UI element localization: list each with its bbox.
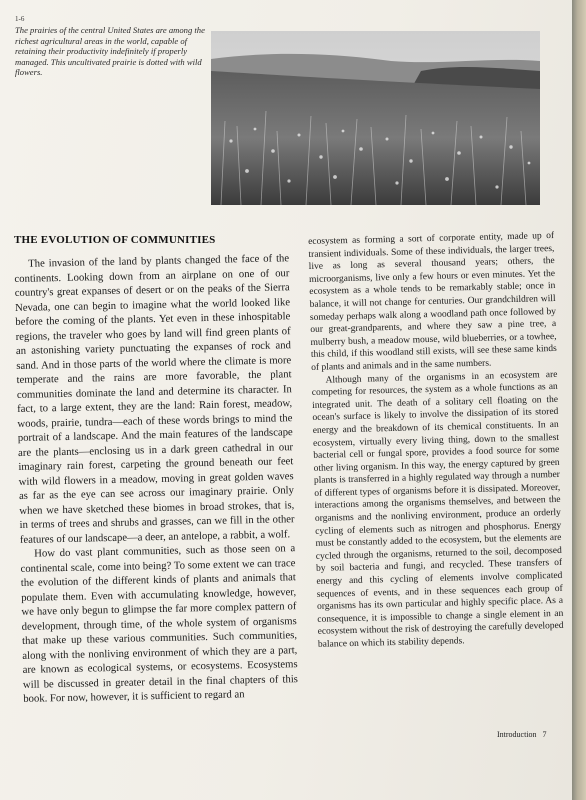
running-footer-title: Introduction: [497, 730, 537, 739]
figure-number: 1-6: [15, 15, 25, 23]
paragraph: Although many of the organisms in an ecosystem are competing for resources, the system as a whole functions as an integrated unit. The death of a solitary cell floating on the ocean's surface is likely to involve the dissipation of its stored energy and the breakdown of its chemical constituents. In an ecosystem, virtually every living thing, down to the smallest bacterial cell or fungal spore, provides a food source for some other living organism. In this way, the energy captured by green plants is transferred in a highly regulated way through a number of different types of organisms before it is dissipated. Moreover, interactions among the organisms themselves, and between the organisms and the nonliving environment, produce an orderly cycling of elements such as nitrogen and phosphorus. Energy must be constantly added to the ecosystem, but the elements are cycled through the organisms, returned to the soil, decomposed by soil bacteria and fungi, and recycled. These transfers of energy and this cycling of elements involve complicated sequences of events, and in these sequences each group of organisms has its own particular and highly specific place. As a consequence, it is impossible to change a single element in an ecosystem without the risk of destroying the carefully developed balance on which its stability depends.: [311, 369, 564, 650]
figure-caption: The prairies of the central United States are among the richest agricultural areas in the world, capable of retaining their productivity indefinitely if properly managed. This uncultivated prairie is dotted with wild flowers.: [15, 25, 205, 78]
right-column: [308, 230, 564, 651]
paragraph: The invasion of the land by plants changed the face of the continents. Looking down from an airplane on one of our country's great expanses of desert or on the peaks of the Sierra Nevada, one can begin to imagine what the world looked like before the coming of the plants. Yet even in these inhospitable regions, the traveler who goes by land will find green plants of an astonishing variety punctuating the expanses of rock and sand. And in those parts of the world where the climate is more temperate and the rains are more favorable, the plant communities dominate the land and determine its character. In fact, to a large extent, they are the land: Rain forest, meadow, woods, prairie, tundra—each of these words brings to mind the portrait of a landscape. And the main features of the landscape are the plants—enclosing us in a dark green cathedral in our imaginary rain forest, carpeting the ground beneath our feet with wild flowers in a meadow, moving in great golden waves as far as the eye can see across our imaginary prairie. Only when we have sketched these biomes in broad strokes, that is, in terms of trees and shrubs and grasses, can we fill in the other features of our landscape—a deer, an antelope, a rabbit, a wolf.: [14, 252, 295, 546]
page-edge: [572, 0, 586, 800]
prairie-photo: [211, 31, 540, 205]
left-column: [14, 251, 298, 706]
paragraph: ecosystem as forming a sort of corporate entity, made up of transient individuals. Some of these individuals, the larger trees, live as long as several thousand years; others, the microorganisms, live only a few hours or even minutes. Yet the ecosystem as a whole tends to be remarkably stable; once in balance, it will not change for centuries. Our grandchildren will someday perhaps walk along a woodland path once followed by our great-grandparents, and where they saw a pine tree, a mulberry bush, a meadow mouse, wild blueberries, or a towhee, this child, if this woodland still exists, will see these same kinds of plants and animals and in the same numbers.: [308, 230, 557, 373]
page-footer: [497, 730, 547, 739]
page-number: 7: [542, 730, 547, 739]
paragraph: How do vast plant communities, such as those seen on a continental scale, come into being? To some extent we can trace the evolution of the different kinds of plants and animals that populate them. Even with accumulating knowledge, however, we have only begun to glimpse the far more complex pattern of development, through time, of the whole system of organisms that make up these various communities. Such communities, along with the nonliving environment of which they are a part, are known as ecological systems, or ecosystems. Ecosystems will be discussed in greater detail in the final chapters of this book. For now, however, it is sufficient to regard an: [20, 542, 299, 705]
section-heading: THE EVOLUTION OF COMMUNITIES: [14, 234, 216, 246]
